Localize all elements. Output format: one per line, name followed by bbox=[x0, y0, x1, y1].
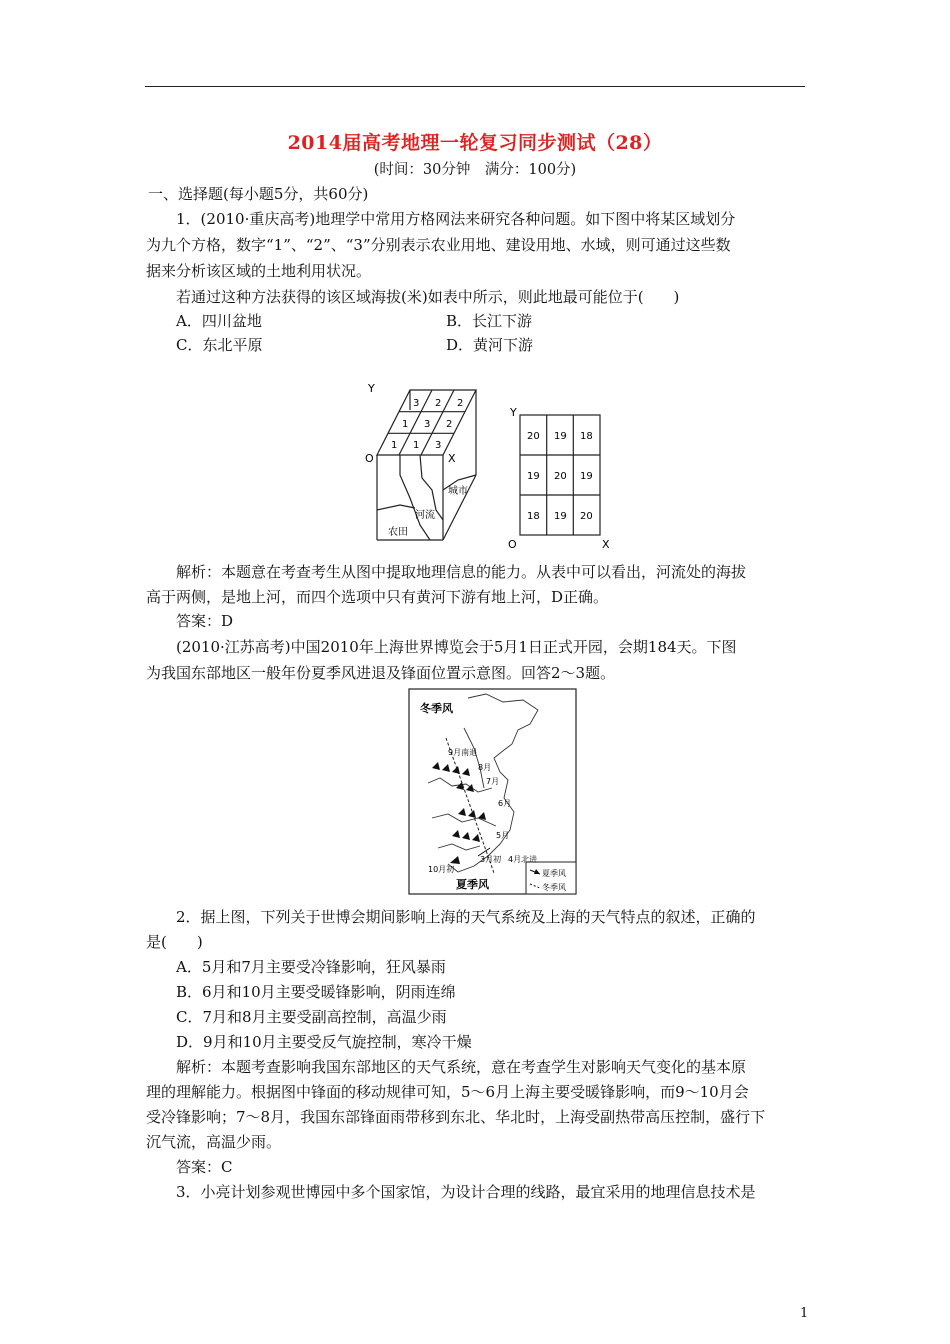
may-label: 5月 bbox=[496, 831, 510, 840]
q2-option-a: A．5月和7月主要受冷锋影响，狂风暴雨 bbox=[176, 958, 446, 976]
q1-option-a: A．四川盆地 bbox=[176, 312, 262, 330]
q1-analysis-line1: 解析：本题意在考查考生从图中提取地理信息的能力。从表中可以看出，河流处的海拔 bbox=[176, 563, 747, 581]
city-label: 城市 bbox=[448, 486, 468, 497]
winter-monsoon-label: 冬季风 bbox=[420, 702, 453, 715]
q1-stem-line4: 若通过这种方法获得的该区域海拔(米)如表中所示，则此地最可能位于( ) bbox=[176, 288, 680, 306]
q1-stem-line1: 1．(2010·重庆高考)地理学中常用方格网法来研究各种问题。如下图中将某区域划分 bbox=[176, 210, 736, 228]
q2-stem-line1: 2．据上图，下列关于世博会期间影响上海的天气系统及上海的天气特点的叙述，正确的 bbox=[176, 908, 756, 926]
q2-analysis-line1: 解析：本题考查影响我国东部地区的天气系统，意在考查学生对影响天气变化的基本原 bbox=[176, 1058, 747, 1076]
intro-q2-3-line1: (2010·江苏高考)中国2010年上海世界博览会于5月1日正式开园，会期184天。下图 bbox=[176, 638, 737, 656]
page-subtitle: (时间：30分钟 满分：100分) bbox=[373, 162, 577, 178]
q2-analysis-line4: 沉气流，高温少雨。 bbox=[146, 1133, 282, 1151]
table-cell: 19 bbox=[554, 431, 567, 442]
grid-figure bbox=[360, 380, 620, 552]
q1-answer: 答案：D bbox=[176, 612, 234, 630]
grid-cell: 2 bbox=[457, 398, 464, 409]
q2-analysis-line2: 理的理解能力。根据图中锋面的移动规律可知，5～6月上海主要受暖锋影响，而9～10月会 bbox=[146, 1083, 749, 1101]
apr-north-label: 4月北进 bbox=[508, 855, 538, 864]
q1-option-c: C．东北平原 bbox=[176, 336, 263, 354]
table-y-label: Y bbox=[510, 406, 517, 419]
section-heading: 一、选择题(每小题5分，共60分) bbox=[148, 185, 369, 203]
grid-fig-x-label: X bbox=[448, 452, 456, 465]
q1-stem-line3: 据来分析该区域的土地利用状况。 bbox=[146, 262, 372, 280]
header-rule bbox=[145, 86, 805, 87]
page-number: 1 bbox=[800, 1306, 809, 1321]
table-cell: 18 bbox=[527, 511, 540, 522]
q1-option-d: D．黄河下游 bbox=[446, 336, 534, 354]
q2-option-d: D．9月和10月主要受反气旋控制，寒冷干燥 bbox=[176, 1033, 472, 1051]
q2-stem-line2: 是( ) bbox=[146, 933, 203, 951]
table-cell: 19 bbox=[554, 511, 567, 522]
monsoon-map bbox=[408, 688, 578, 896]
river-label: 河流 bbox=[415, 510, 435, 521]
legend-winter: 冬季风 bbox=[542, 883, 566, 892]
grid-fig-origin-label: O bbox=[365, 452, 374, 465]
aug-label: 8月 bbox=[478, 763, 492, 772]
table-cell: 19 bbox=[580, 471, 593, 482]
table-cell: 20 bbox=[554, 471, 567, 482]
grid-fig-y-label: Y bbox=[368, 382, 375, 395]
mar-label: 3月初 bbox=[480, 855, 502, 864]
intro-q2-3-line2: 为我国东部地区一般年份夏季风进退及锋面位置示意图。回答2～3题。 bbox=[146, 664, 616, 682]
page-title: 2014届高考地理一轮复习同步测试（28） bbox=[287, 132, 663, 154]
grid-cell: 2 bbox=[446, 419, 453, 430]
legend-summer: 夏季风 bbox=[542, 869, 566, 878]
table-cell: 20 bbox=[580, 511, 593, 522]
jun-label: 6月 bbox=[498, 799, 512, 808]
q2-answer: 答案：C bbox=[176, 1158, 233, 1176]
jul-label: 7月 bbox=[486, 777, 500, 786]
table-cell: 18 bbox=[580, 431, 593, 442]
sep-retreat-label: 9月南退 bbox=[448, 748, 478, 757]
q2-option-c: C．7月和8月主要受副高控制，高温少雨 bbox=[176, 1008, 447, 1026]
q1-stem-line2: 为九个方格，数字“1”、“2”、“3”分别表示农业用地、建设用地、水域，则可通过这些数 bbox=[146, 236, 731, 254]
summer-monsoon-label: 夏季风 bbox=[456, 878, 489, 891]
q3-stem-line1: 3．小亮计划参观世博园中多个国家馆，为设计合理的线路，最宜采用的地理信息技术是 bbox=[176, 1183, 756, 1201]
table-cell: 19 bbox=[527, 471, 540, 482]
grid-cell: 3 bbox=[424, 419, 431, 430]
grid-cell: 1 bbox=[402, 419, 409, 430]
grid-cell: 3 bbox=[435, 440, 442, 451]
oct-label: 10月初 bbox=[428, 865, 455, 874]
q1-analysis-line2: 高于两侧，是地上河，而四个选项中只有黄河下游有地上河，D正确。 bbox=[146, 588, 609, 606]
grid-cell: 3 bbox=[413, 398, 420, 409]
grid-cell: 1 bbox=[391, 440, 398, 451]
table-origin-label: O bbox=[508, 538, 517, 551]
table-x-label: X bbox=[602, 538, 610, 551]
grid-cell: 2 bbox=[435, 398, 442, 409]
q2-analysis-line3: 受冷锋影响；7～8月，我国东部锋面雨带移到东北、华北时，上海受副热带高压控制，盛行下 bbox=[146, 1108, 766, 1126]
q2-option-b: B．6月和10月主要受暖锋影响，阴雨连绵 bbox=[176, 983, 456, 1001]
grid-cell: 1 bbox=[413, 440, 420, 451]
table-cell: 20 bbox=[527, 431, 540, 442]
farmland-label: 农田 bbox=[388, 527, 408, 538]
q1-option-b: B．长江下游 bbox=[446, 312, 533, 330]
